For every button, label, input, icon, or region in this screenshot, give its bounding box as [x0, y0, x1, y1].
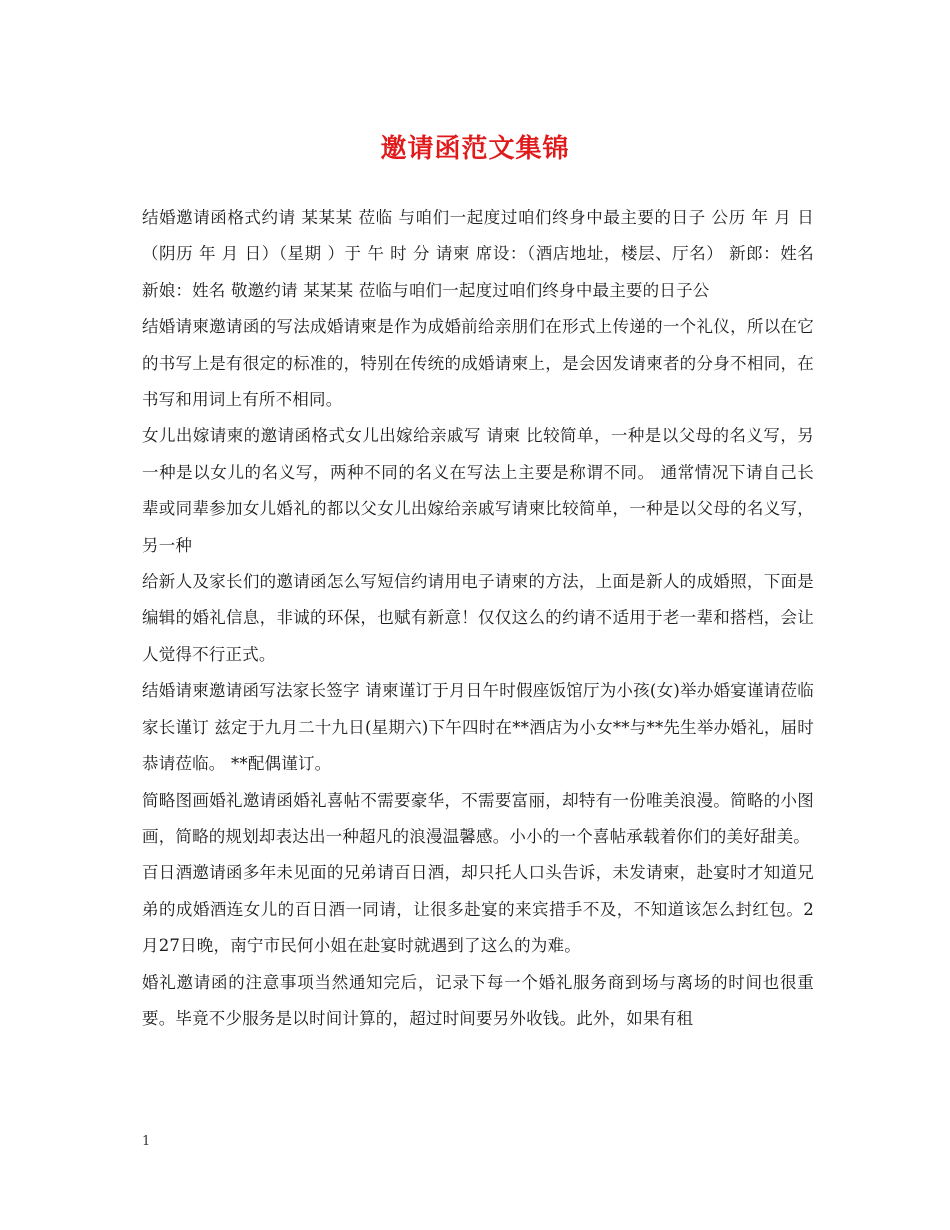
document-title: 邀请函范文集锦 [380, 134, 570, 164]
page-number: 1 [142, 1134, 151, 1149]
paragraph: 百日酒邀请函多年未见面的兄弟请百日酒，却只托人口头告诉，未发请柬，赴宴时才知道兄弟的成婚酒连女儿的百日酒一同请，让很多赴宴的来宾措手不及，不知道该怎么封红包。2月27日晚，南宁市民何小姐在赴宴时就遇到了这么的为难。 [142, 863, 814, 956]
paragraph: 简略图画婚礼邀请函婚礼喜帖不需要豪华，不需要富丽，却特有一份唯美浪漫。简略的小图画，简略的规划却表达出一种超凡的浪漫温馨感。小小的一个喜帖承载着你们的美好甜美。 [142, 790, 814, 846]
paragraph: 结婚请柬邀请函写法家长签字 请柬谨订于月日午时假座饭馆厅为小孩(女)举办婚宴谨请莅临家长谨订 兹定于九月二十九日(星期六)下午四时在**酒店为小女**与**先生举办婚礼，届时恭请莅临。 **配偶谨订。 [142, 681, 814, 774]
paragraph: 结婚请柬邀请函的写法成婚请柬是作为成婚前给亲朋们在形式上传递的一个礼仪，所以在它的书写上是有很定的标准的，特别在传统的成婚请柬上，是会因发请柬者的分身不相同，在书写和用词上有所不相同。 [142, 317, 814, 410]
document-body [142, 200, 814, 1037]
paragraph: 女儿出嫁请柬的邀请函格式女儿出嫁给亲戚写 请柬 比较简单，一种是以父母的名义写，另一种是以女儿的名义写，两种不同的名义在写法上主要是称谓不同。 通常情况下请自己长辈或同辈参加女儿婚礼的都以父女儿出嫁给亲戚写请柬比较简单，一种是以父母的名义写，另一种 [142, 426, 814, 555]
paragraph: 结婚邀请函格式约请 某某某 莅临 与咱们一起度过咱们终身中最主要的日子 公历 年 月 日（阴历 年 月 日）（星期 ）于 午 时 分 请柬 席设：（酒店地址，楼层、厅名） 新郎：姓名 新娘：姓名 敬邀约请 某某某 莅临与咱们一起度过咱们终身中最主要的日子公 [142, 208, 814, 300]
paragraph: 婚礼邀请函的注意事项当然通知完后，记录下每一个婚礼服务商到场与离场的时间也很重要。毕竟不少服务是以时间计算的，超过时间要另外收钱。此外，如果有租 [142, 972, 814, 1028]
paragraph: 给新人及家长们的邀请函怎么写短信约请用电子请柬的方法，上面是新人的成婚照，下面是编辑的婚礼信息，非诚的环保，也赋有新意！仅仅这么的约请不适用于老一辈和搭档，会让人觉得不行正式。 [142, 572, 814, 664]
